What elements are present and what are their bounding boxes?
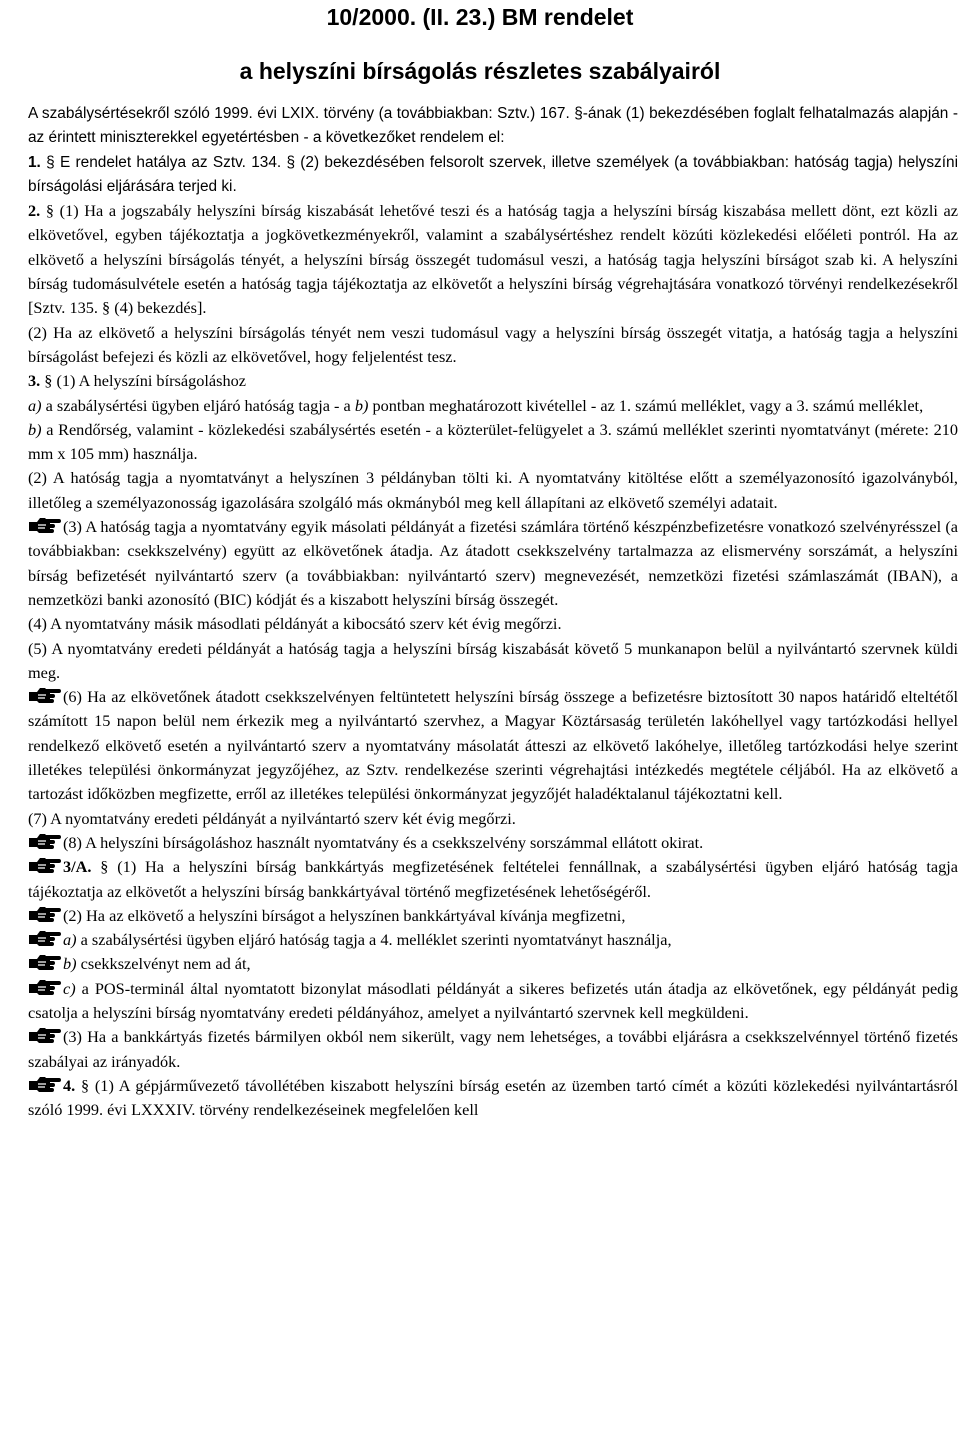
section-2-paragraph-2: (2) Ha az elkövető a helyszíni bírságolás tényét nem veszi tudomásul vagy a helyszíni bírság összegét vitatja, a hatóság tagja a helyszíni bírságolást befejezi és közli az elkövetővel, hogy feljelentést tesz. bbox=[28, 322, 958, 366]
point-label: b) bbox=[28, 419, 42, 439]
section-number: 1. bbox=[28, 153, 41, 171]
pointing-hand-icon bbox=[28, 952, 62, 972]
section-number: 2. bbox=[28, 201, 41, 221]
pointing-hand-icon bbox=[28, 515, 62, 535]
point-reference: b) bbox=[354, 395, 369, 415]
section-1-text: § E rendelet hatálya az Sztv. 134. § (2) bekezdésében felsorolt szervek, illetve személyek (a továbbiakban: hatóság tagja) helyszíni bírságolási eljárására terjed ki. bbox=[28, 153, 958, 195]
pointing-hand-icon bbox=[28, 1074, 62, 1094]
section-3a-point-b: b) csekkszelvényt nem ad át, bbox=[2, 952, 958, 976]
section-number: 3. bbox=[28, 371, 41, 391]
point-label: c) bbox=[63, 978, 76, 998]
section-3-paragraph-1: 3. § (1) A helyszíni bírságoláshoz bbox=[28, 371, 246, 391]
section-3a-paragraph-3: (3) Ha a bankkártyás fizetés bármilyen okból nem sikerült, vagy nem lehetséges, a további eljárásra a csekkszelvénnyel történő fizetés szabályai az irányadók. bbox=[28, 1027, 958, 1071]
point-label: a) bbox=[28, 395, 42, 415]
section-1 bbox=[2, 151, 958, 200]
section-4-paragraph-1: 4. § (1) A gépjárművezető távollétében kiszabott helyszíni bírság esetén az üzemben tartó címét a közúti közlekedési nyilvántartásról szóló 1999. évi LXXXIV. törvény rendelkezéseinek megfelelően kell bbox=[28, 1075, 958, 1120]
section-3a-point-c: c) a POS-terminál által nyomtatott bizonylat másodlati példányát a sikeres befizetés után átadja az elkövetőnek, egy példányát pedig csatolja a helyszíni bírság nyomtatvány eredeti példányához, amelyet a nyilvántartó szervnek kell megküldeni. bbox=[28, 978, 958, 1022]
section-3a-paragraph-2: (2) Ha az elkövető a helyszíni bírságot a helyszínen bankkártyával kívánja megfizetni, bbox=[2, 904, 958, 928]
section-number: 4. bbox=[63, 1075, 76, 1095]
pointing-hand-icon bbox=[28, 928, 62, 948]
pointing-hand-icon bbox=[28, 977, 62, 997]
point-label: b) bbox=[63, 954, 77, 974]
section-3-paragraph-6: (6) Ha az elkövetőnek átadott csekkszelvényen feltüntetett helyszíni bírság összege a befizetésre biztosított 30 napos határidő elteltétől számított 15 napon belül nem érkezik meg a nyilvántartó szervhez, a Magyar Köztársaság területén lakóhellyel vagy tartózkodási hellyel rendelkező elkövető esetén a nyilvántartó szerv a nyomtatvány másolatát átteszi az elkövető lakóhelye, illetőleg tartózkodási helye szerint illetékes települési önkormányzat jegyzőjéhez, az Sztv. rendelkezése szerinti végrehajtási intézkedés megtétele céljából. Ha az elkövető a tartozást időközben megfizette, erről az illetékes települési önkormányzat jegyzőjét haladéktalanul tájékoztatni kell. bbox=[28, 687, 958, 804]
pointing-hand-icon bbox=[28, 855, 62, 875]
preamble: A szabálysértésekről szóló 1999. évi LXIX. törvény (a továbbiakban: Sztv.) 167. §-ának (1) bekezdésében foglalt felhatalmazás alapján - az érintett miniszterekkel egyetértésben - a következőket rendelem el: bbox=[28, 105, 958, 147]
point-label: a) bbox=[63, 930, 77, 950]
pointing-hand-icon bbox=[28, 685, 62, 705]
section-3-paragraph-8: (8) A helyszíni bírságoláshoz használt nyomtatvány és a csekkszelvény sorszámmal ellátott okirat. bbox=[2, 831, 958, 855]
section-3-paragraph-2: (2) A hatóság tagja a nyomtatványt a helyszínen 3 példányban tölti ki. A nyomtatvány kitöltése előtt a személyazonosító igazolványból, illetőleg a személyazonosság igazolására szolgáló más okmányból meg kell állapítani az elkövető személyi adatait. bbox=[28, 468, 958, 512]
section-3-paragraph-5: (5) A nyomtatvány eredeti példányát a hatóság tagja a helyszíni bírság kiszabását követő 5 munkanapon belül a nyilvántartó szervnek küldi meg. bbox=[28, 638, 958, 682]
section-2-paragraph-1: 2. § (1) Ha a jogszabály helyszíni bírság kiszabását lehetővé teszi és a hatóság tagja a helyszíni bírság kiszabása mellett dönt, ezt közli az elkövetővel, egyben tájékoztatja a jogkövetkezményekről, valamint a szabálysértéshez rendelt közúti közlekedési előéleti pontról. Ha az elkövető a helyszíni bírságolás tényét, a helyszíni bírság összegét tudomásul veszi, a hatóság tagja helyszíni bírságot szab ki. A helyszíni bírság tudomásulvétele esetén a hatóság tagja tájékoztatja az elkövetőt a helyszíni bírság végrehajtására vonatkozó törvényi rendelkezésekről [Sztv. 135. § (4) bekezdés]. bbox=[28, 201, 958, 318]
section-3a-paragraph-1: 3/A. § (1) Ha a helyszíni bírság bankkártyás megfizetésének feltételei fennállnak, a szabálysértési ügyben eljáró hatóság tagja tájékoztatja az elkövetőt a helyszíni bírság bankkártyával történő megfizetésének lehetőségéről. bbox=[28, 857, 958, 901]
section-3-paragraph-7: (7) A nyomtatvány eredeti példányát a nyilvántartó szerv két évig megőrzi. bbox=[28, 808, 516, 828]
pointing-hand-icon bbox=[28, 904, 62, 924]
section-3-point-a: a) a szabálysértési ügyben eljáró hatóság tagja - a b) pontban meghatározott kivétellel - az 1. számú melléklet, vagy a 3. számú melléklet, bbox=[28, 395, 924, 415]
pointing-hand-icon bbox=[28, 831, 62, 851]
section-3a-point-a: a) a szabálysértési ügyben eljáró hatóság tagja a 4. melléklet szerinti nyomtatványt használja, bbox=[2, 928, 958, 952]
document-subtitle: a helyszíni bírságolás részletes szabályairól bbox=[239, 58, 721, 84]
section-3-paragraph-3: (3) A hatóság tagja a nyomtatvány egyik másolati példányát a fizetési számlára történő készpénzbefizetésre vonatkozó szelvényrésszel (a továbbiakban: csekkszelvény) együtt az elkövetőnek átadja. Az átadott csekkszelvény tartalmazza az elismervény sorszámát, a helyszíni bírság befizetését nyilvántartó szerv (a továbbiakban: nyilvántartó szerv) megnevezését, nemzetközi fizetési számlaszámát (IBAN), a nemzetközi banki azonosító (BIC) kódját és a kiszabott helyszíni bírság összegét. bbox=[28, 517, 958, 609]
document-title: 10/2000. (II. 23.) BM rendelet bbox=[326, 4, 634, 30]
pointing-hand-icon bbox=[28, 1025, 62, 1045]
section-3-paragraph-4: (4) A nyomtatvány másik másodlati példányát a kibocsátó szerv két évig megőrzi. bbox=[28, 614, 562, 634]
section-3-point-b: b) a Rendőrség, valamint - közlekedési szabálysértés esetén - a közterület-felügyelet a 3. számú melléklet szerinti nyomtatványt (mérete: 210 mm x 105 mm) használja. bbox=[28, 419, 958, 464]
section-number: 3/A. bbox=[63, 857, 92, 877]
